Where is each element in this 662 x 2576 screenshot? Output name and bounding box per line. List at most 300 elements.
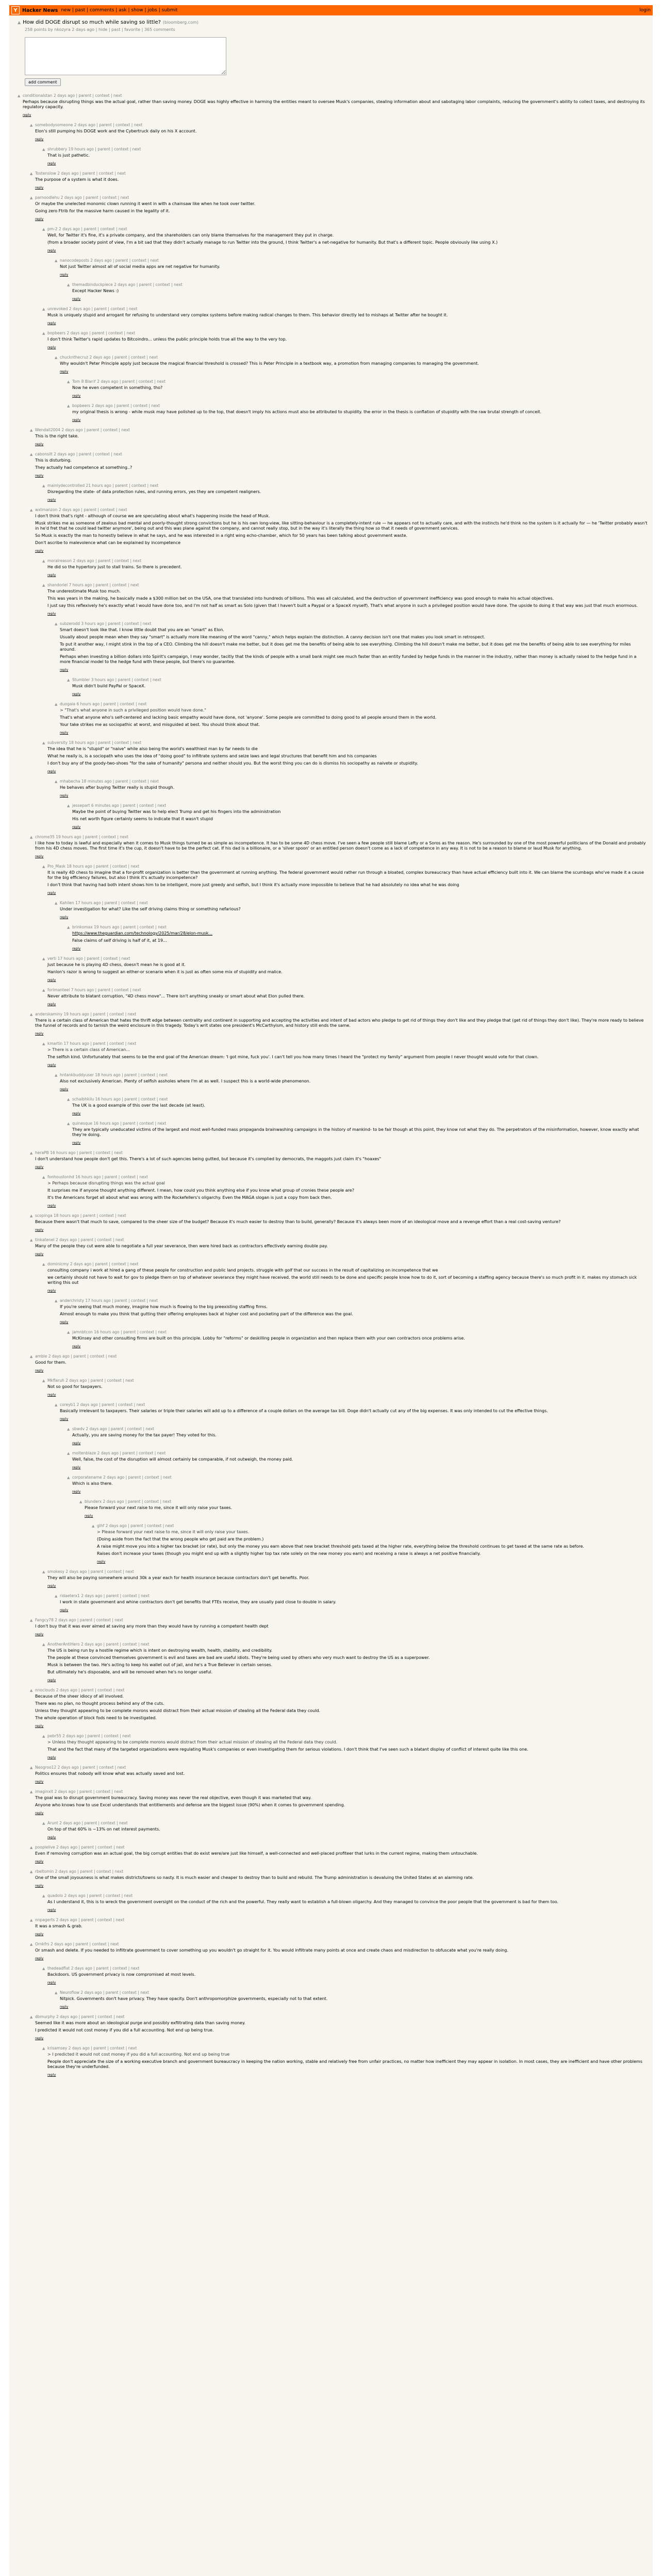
reply-link[interactable]: reply [47, 612, 56, 616]
comment-age[interactable]: 19 hours ago [56, 835, 81, 839]
comment-username[interactable]: dominicmy [47, 1262, 69, 1266]
comment-parent-link[interactable]: parent [99, 123, 112, 127]
reply-link[interactable]: reply [35, 1956, 44, 1960]
comment-parent-link[interactable]: parent [90, 1569, 104, 1574]
comment-parent-link[interactable]: parent [86, 428, 100, 432]
comment-age[interactable]: 2 days ago [114, 282, 136, 287]
comment-parent-link[interactable]: parent [105, 1990, 119, 1995]
comment-username[interactable]: cabonsilt [35, 452, 53, 456]
reply-link[interactable]: reply [47, 573, 56, 577]
comment-context-link[interactable]: context [98, 171, 113, 176]
upvote-arrow-icon[interactable]: ▲ [30, 835, 33, 839]
comment-context-link[interactable]: context [97, 1688, 112, 1692]
comment-username[interactable]: amble [35, 1354, 47, 1359]
comment-next-link[interactable]: next [130, 864, 140, 869]
upvote-arrow-icon[interactable]: ▲ [30, 2015, 33, 2019]
comment-context-link[interactable]: context [134, 677, 149, 682]
upvote-arrow-icon[interactable]: ▲ [42, 331, 45, 335]
reply-link[interactable]: reply [47, 2073, 56, 2077]
reply-link[interactable]: reply [35, 1165, 44, 1169]
comment-next-link[interactable]: next [163, 1475, 172, 1480]
comment-parent-link[interactable]: parent [114, 1298, 127, 1303]
upvote-arrow-icon[interactable]: ▲ [67, 1476, 70, 1480]
reply-link[interactable]: reply [47, 1393, 56, 1397]
comment-next-link[interactable]: next [128, 307, 138, 311]
comment-context-link[interactable]: context [99, 1765, 114, 1770]
comment-context-link[interactable]: context [144, 1475, 159, 1480]
comment-username[interactable]: mainlydecontrolled [47, 483, 85, 488]
comment-parent-link[interactable]: parent [79, 1618, 93, 1622]
comment-next-link[interactable]: next [141, 1594, 150, 1598]
comment-next-link[interactable]: next [130, 1966, 140, 1971]
comment-age[interactable]: 2 days ago [86, 1427, 107, 1431]
comment-context-link[interactable]: context [95, 1150, 110, 1155]
comment-age[interactable]: 2 days ago [97, 379, 119, 384]
upvote-arrow-icon[interactable]: ▲ [30, 123, 33, 127]
comment-username[interactable]: ridaeterx1 [60, 1594, 80, 1598]
comment-parent-link[interactable]: parent [95, 583, 109, 587]
comment-age[interactable]: 2 days ago [57, 1765, 79, 1770]
comment-age[interactable]: 2 days ago [97, 1451, 119, 1455]
reply-link[interactable]: reply [47, 1063, 56, 1067]
comment-parent-link[interactable]: parent [124, 1073, 137, 1077]
comment-context-link[interactable]: context [104, 1734, 119, 1738]
upvote-arrow-icon[interactable]: ▲ [30, 1618, 33, 1622]
comment-age[interactable]: 2 days ago [65, 1569, 87, 1574]
comment-username[interactable]: glhf [97, 1523, 105, 1528]
comment-parent-link[interactable]: parent [73, 1354, 86, 1359]
comment-age[interactable]: 17 hours ago [57, 956, 83, 961]
comment-age[interactable]: 17 hours ago [85, 1298, 111, 1303]
reply-link[interactable]: reply [60, 273, 69, 277]
comment-next-link[interactable]: next [139, 1175, 148, 1179]
comment-parent-link[interactable]: parent [103, 702, 116, 706]
reply-link[interactable]: reply [35, 137, 44, 141]
comment-age[interactable]: 2 days ago [103, 1475, 125, 1480]
reply-link[interactable]: reply [72, 825, 81, 829]
reply-link[interactable]: reply [35, 442, 44, 446]
comment-context-link[interactable]: context [109, 1041, 124, 1046]
comment-parent-link[interactable]: parent [78, 452, 92, 456]
comment-parent-link[interactable]: parent [130, 1523, 143, 1528]
comment-parent-link[interactable]: parent [124, 1097, 137, 1101]
upvote-arrow-icon[interactable]: ▲ [67, 804, 70, 808]
reply-link[interactable]: reply [35, 1632, 44, 1636]
comment-context-link[interactable]: context [114, 558, 129, 563]
upvote-arrow-icon[interactable]: ▲ [42, 741, 45, 745]
reply-link[interactable]: reply [47, 345, 56, 349]
comment-age[interactable]: 2 days ago [74, 123, 95, 127]
upvote-arrow-icon[interactable]: ▲ [30, 1918, 33, 1922]
comment-context-link[interactable]: context [139, 1451, 154, 1455]
upvote-arrow-icon[interactable]: ▲ [67, 283, 70, 287]
comment-next-link[interactable]: next [115, 1688, 125, 1692]
comment-context-link[interactable]: context [95, 1789, 111, 1794]
comment-age[interactable]: 2 days ago [80, 1990, 102, 1995]
comment-age[interactable]: 2 days ago [80, 1642, 103, 1647]
comment-next-link[interactable]: next [157, 803, 167, 808]
comment-parent-link[interactable]: parent [84, 1821, 97, 1825]
comment-context-link[interactable]: context [130, 1298, 146, 1303]
comment-context-link[interactable]: context [114, 988, 129, 992]
comment-context-link[interactable]: context [112, 1966, 127, 1971]
upvote-arrow-icon[interactable]: ▲ [30, 1354, 33, 1359]
comment-parent-link[interactable]: parent [80, 1238, 94, 1242]
upvote-arrow-icon[interactable]: ▲ [30, 1214, 33, 1218]
comment-next-link[interactable]: next [133, 988, 141, 992]
nav-comments[interactable]: comments [89, 8, 114, 13]
nav-jobs[interactable]: jobs [147, 8, 157, 13]
upvote-arrow-icon[interactable]: ▲ [30, 1942, 33, 1946]
comment-context-link[interactable]: context [140, 1073, 156, 1077]
comment-username[interactable]: sbwdv [72, 1427, 85, 1431]
comment-parent-link[interactable]: parent [97, 988, 111, 992]
comment-context-link[interactable]: context [105, 1893, 121, 1898]
comment-parent-link[interactable]: parent [123, 1121, 136, 1126]
comment-next-link[interactable]: next [158, 925, 167, 929]
upvote-arrow-icon[interactable]: ▲ [30, 1151, 33, 1155]
comment-context-link[interactable]: context [99, 1213, 114, 1218]
comment-context-link[interactable]: context [100, 507, 115, 512]
comment-context-link[interactable]: context [97, 1238, 112, 1242]
comment-username[interactable]: Neogroo12 [35, 1765, 57, 1770]
upvote-arrow-icon[interactable]: ▲ [30, 196, 33, 200]
upvote-arrow-icon[interactable]: ▲ [92, 1524, 95, 1528]
comment-context-link[interactable]: context [127, 1427, 142, 1431]
comment-username[interactable]: duogaia [60, 702, 76, 706]
comment-parent-link[interactable]: parent [97, 558, 111, 563]
comment-age[interactable]: 2 days ago [56, 1688, 77, 1692]
reply-link[interactable]: reply [60, 915, 69, 919]
comment-parent-link[interactable]: parent [93, 2046, 106, 2050]
comment-age[interactable]: 2 days ago [71, 1966, 92, 1971]
comment-parent-link[interactable]: parent [139, 282, 152, 287]
reply-link[interactable]: reply [35, 2036, 44, 2040]
reply-link[interactable]: reply [35, 1780, 44, 1784]
comment-parent-link[interactable]: parent [79, 1150, 92, 1155]
upvote-arrow-icon[interactable]: ▲ [42, 1042, 45, 1046]
upvote-arrow-icon[interactable]: ▲ [42, 583, 45, 587]
reply-link[interactable]: reply [47, 1002, 56, 1006]
comment-next-link[interactable]: next [133, 740, 142, 745]
reply-link[interactable]: reply [60, 1320, 69, 1324]
comment-context-link[interactable]: context [130, 355, 146, 360]
story-title-link[interactable]: How did DOGE disrupt so much while saving so little? [23, 20, 161, 25]
comment-next-link[interactable]: next [157, 1451, 166, 1455]
comment-parent-link[interactable]: parent [95, 1262, 108, 1266]
upvote-arrow-icon[interactable]: ▲ [55, 702, 58, 706]
comment-next-link[interactable]: next [114, 1789, 123, 1794]
comment-parent-link[interactable]: parent [97, 147, 110, 151]
comment-next-link[interactable]: next [127, 1041, 137, 1046]
comment-username[interactable]: nnpagerts [35, 1918, 55, 1922]
comment-context-link[interactable]: context [131, 779, 146, 784]
comment-context-link[interactable]: context [139, 1330, 155, 1334]
upvote-arrow-icon[interactable]: ▲ [67, 1330, 70, 1334]
comment-username[interactable]: coreyb1 [60, 1402, 76, 1407]
comment-username[interactable]: Fangcy78 [35, 1618, 54, 1622]
upvote-arrow-icon[interactable]: ▲ [55, 1073, 58, 1077]
reply-link[interactable]: reply [35, 1368, 44, 1372]
comment-context-link[interactable]: context [96, 1869, 111, 1874]
comment-context-link[interactable]: context [124, 621, 139, 626]
comment-context-link[interactable]: context [133, 403, 148, 408]
comment-next-link[interactable]: next [118, 1213, 126, 1218]
upvote-arrow-icon[interactable]: ▲ [42, 1967, 45, 1971]
reply-link[interactable]: reply [72, 1141, 81, 1145]
reply-link[interactable]: reply [47, 321, 56, 325]
comment-age[interactable]: 2 days ago [56, 2014, 78, 2019]
comment-next-link[interactable]: next [120, 195, 129, 200]
comment-age[interactable]: 2 days ago [55, 1618, 76, 1622]
nav-new[interactable]: new [61, 8, 71, 13]
comment-parent-link[interactable]: parent [116, 403, 129, 408]
comment-username[interactable]: mhabecha [60, 779, 80, 784]
upvote-arrow-icon[interactable]: ▲ [55, 259, 58, 263]
comment-age[interactable]: 18 hours ago [69, 740, 94, 745]
comment-context-link[interactable]: context [122, 1642, 137, 1647]
upvote-arrow-icon[interactable]: ▲ [55, 901, 58, 905]
comment-age[interactable]: 2 days ago [56, 1845, 78, 1850]
comment-next-link[interactable]: next [118, 227, 127, 231]
comment-username[interactable]: pooplelive [35, 1845, 55, 1850]
upvote-arrow-icon[interactable]: ▲ [30, 1238, 33, 1242]
comment-context-link[interactable]: context [115, 123, 130, 127]
reply-link[interactable]: reply [35, 473, 44, 478]
comment-username[interactable]: schaibhkilu [72, 1097, 94, 1101]
comment-username[interactable]: moralreason [47, 558, 72, 563]
upvote-arrow-icon[interactable]: ▲ [30, 428, 33, 432]
comment-context-link[interactable]: context [97, 1845, 112, 1850]
comment-age[interactable]: 2 days ago [81, 1594, 103, 1598]
comment-age[interactable]: 18 minutes ago [81, 779, 112, 784]
reply-link[interactable]: reply [47, 769, 56, 773]
upvote-arrow-icon[interactable]: ▲ [30, 172, 33, 176]
reply-link[interactable]: reply [47, 1204, 56, 1208]
comment-username[interactable]: moltenblaze [72, 1451, 96, 1455]
reply-link[interactable]: reply [60, 731, 69, 735]
upvote-arrow-icon[interactable]: ▲ [30, 1012, 33, 1016]
comment-username[interactable]: fonhoustonhd [47, 1175, 74, 1179]
hn-logo[interactable]: Y [11, 6, 20, 14]
comment-context-link[interactable]: context [100, 227, 115, 231]
reply-link[interactable]: reply [47, 161, 56, 165]
reply-link[interactable]: reply [47, 1835, 56, 1839]
comment-next-link[interactable]: next [121, 428, 130, 432]
upvote-arrow-icon[interactable]: ▲ [67, 1451, 70, 1455]
comment-username[interactable]: krisamsey [47, 2046, 68, 2050]
comment-parent-link[interactable]: parent [94, 307, 107, 311]
comment-age[interactable]: 21 hours ago [86, 483, 111, 488]
comment-parent-link[interactable]: parent [106, 1594, 119, 1598]
comment-next-link[interactable]: next [128, 2046, 137, 2050]
comment-username[interactable]: forimanteel [47, 988, 70, 992]
comment-next-link[interactable]: next [124, 1893, 133, 1898]
comment-age[interactable]: 2 days ago [53, 93, 75, 98]
comment-context-link[interactable]: context [101, 1821, 115, 1825]
reply-link[interactable]: reply [72, 1465, 81, 1469]
comment-next-link[interactable]: next [150, 258, 159, 263]
comment-next-link[interactable]: next [149, 355, 158, 360]
reply-link[interactable]: reply [72, 1344, 81, 1348]
upvote-arrow-icon[interactable]: ▲ [67, 1427, 70, 1431]
upvote-arrow-icon[interactable]: ▲ [42, 865, 45, 869]
comment-username[interactable]: chucknthecruz [60, 355, 89, 360]
comment-next-link[interactable]: next [134, 123, 143, 127]
comment-context-link[interactable]: context [103, 956, 118, 961]
upvote-arrow-icon[interactable]: ▲ [42, 988, 45, 992]
comment-parent-link[interactable]: parent [78, 93, 92, 98]
upvote-arrow-icon[interactable]: ▲ [42, 2046, 45, 2050]
upvote-arrow-icon[interactable]: ▲ [42, 559, 45, 563]
comment-parent-link[interactable]: parent [90, 1378, 104, 1383]
comment-age[interactable]: 7 hours ago [69, 583, 92, 587]
comment-context-link[interactable]: context [121, 1175, 136, 1179]
comment-age[interactable]: 19 hours ago [68, 147, 94, 151]
comment-textarea[interactable] [25, 37, 226, 75]
comment-context-link[interactable]: context [121, 901, 136, 905]
upvote-arrow-icon[interactable]: ▲ [18, 20, 21, 25]
comment-parent-link[interactable]: parent [81, 1918, 94, 1922]
comment-username[interactable]: rbeltomin [35, 1869, 54, 1874]
comment-context-link[interactable]: context [101, 835, 117, 839]
comment-age[interactable]: 2 days ago [91, 403, 113, 408]
comment-next-link[interactable]: next [138, 702, 147, 706]
comment-context-link[interactable]: context [112, 864, 127, 869]
comment-context-link[interactable]: context [102, 195, 117, 200]
comment-username[interactable]: blunderx [85, 1499, 102, 1504]
comment-age[interactable]: 6 hours ago [76, 702, 100, 706]
upvote-arrow-icon[interactable]: ▲ [30, 1870, 33, 1874]
comment-parent-link[interactable]: parent [93, 1041, 106, 1046]
upvote-arrow-icon[interactable]: ▲ [18, 94, 21, 98]
comment-age[interactable]: 17 hours ago [63, 1041, 89, 1046]
comment-context-link[interactable]: context [96, 1618, 111, 1622]
comment-paragraph[interactable]: https://www.theguardian.com/technology/2025/mar/28/elon-musk... [72, 931, 213, 936]
comment-next-link[interactable]: next [142, 621, 152, 626]
upvote-arrow-icon[interactable]: ▲ [42, 1262, 45, 1266]
comment-username[interactable]: Mkflaruh [47, 1378, 64, 1383]
comment-age[interactable]: 2 days ago [70, 1262, 92, 1266]
comment-username[interactable]: kmartin [47, 1041, 63, 1046]
comment-context-link[interactable]: context [92, 1942, 107, 1946]
upvote-arrow-icon[interactable]: ▲ [30, 1790, 33, 1794]
comment-parent-link[interactable]: parent [104, 1175, 118, 1179]
comment-next-link[interactable]: next [162, 1499, 172, 1504]
upvote-arrow-icon[interactable]: ▲ [67, 678, 70, 682]
comment-next-link[interactable]: next [117, 171, 126, 176]
comment-username[interactable]: brinkomax [72, 925, 93, 929]
comment-username[interactable]: pebr55 [47, 1734, 61, 1738]
comment-parent-link[interactable]: parent [127, 1499, 141, 1504]
comment-parent-link[interactable]: parent [87, 956, 100, 961]
comment-parent-link[interactable]: parent [84, 507, 96, 512]
comment-username[interactable]: anderskaminy [35, 1012, 63, 1016]
reply-link[interactable]: reply [47, 1908, 56, 1912]
comment-age[interactable]: 16 hours ago [75, 1175, 101, 1179]
comment-context-link[interactable]: context [111, 1262, 126, 1266]
reply-link[interactable]: reply [85, 1514, 93, 1518]
comment-next-link[interactable]: next [145, 1427, 154, 1431]
upvote-arrow-icon[interactable]: ▲ [55, 1299, 58, 1303]
comment-next-link[interactable]: next [126, 331, 136, 335]
reply-link[interactable]: reply [35, 854, 44, 858]
comment-next-link[interactable]: next [122, 1734, 131, 1738]
comment-username[interactable]: hntankbuddyuser [60, 1073, 94, 1077]
comment-username[interactable]: jessepart [72, 803, 90, 808]
comment-parent-link[interactable]: parent [118, 677, 131, 682]
comment-context-link[interactable]: context [97, 1918, 112, 1922]
comment-age[interactable]: 2 days ago [68, 2046, 90, 2050]
reply-link[interactable]: reply [72, 692, 81, 696]
comment-parent-link[interactable]: parent [102, 1402, 114, 1407]
comment-username[interactable]: shandoriel [47, 583, 68, 587]
upvote-arrow-icon[interactable]: ▲ [42, 307, 45, 311]
comment-username[interactable]: somebodysomeone [35, 123, 73, 127]
reply-link[interactable]: reply [60, 369, 69, 374]
comment-username[interactable]: Pro_Mask [47, 864, 65, 869]
reply-link[interactable]: reply [47, 1289, 56, 1293]
comment-parent-link[interactable]: parent [110, 1427, 124, 1431]
comment-age[interactable]: 2 days ago [54, 452, 75, 456]
comment-next-link[interactable]: next [125, 1378, 134, 1383]
comment-next-link[interactable]: next [151, 403, 160, 408]
nav-ask[interactable]: ask [119, 8, 127, 13]
comment-age[interactable]: 6 minutes ago [91, 803, 119, 808]
reply-link[interactable]: reply [60, 1087, 69, 1091]
comment-next-link[interactable]: next [157, 1121, 167, 1126]
reply-link[interactable]: reply [23, 113, 31, 117]
comment-parent-link[interactable]: parent [114, 355, 127, 360]
upvote-arrow-icon[interactable]: ▲ [55, 355, 58, 360]
comment-next-link[interactable]: next [159, 1097, 168, 1101]
comment-context-link[interactable]: context [114, 740, 129, 745]
comment-parent-link[interactable]: parent [108, 621, 121, 626]
site-name-link[interactable]: Hacker News [22, 7, 58, 13]
comment-context-link[interactable]: context [138, 379, 153, 384]
comment-username[interactable]: corporatename [72, 1475, 102, 1480]
comment-parent-link[interactable]: parent [128, 1475, 141, 1480]
comment-parent-link[interactable]: parent [87, 1734, 101, 1738]
upvote-arrow-icon[interactable]: ▲ [55, 1991, 58, 1995]
comment-next-link[interactable]: next [153, 677, 161, 682]
comment-username[interactable]: quinesque [72, 1121, 93, 1126]
comment-next-link[interactable]: next [115, 1238, 124, 1242]
upvote-arrow-icon[interactable]: ▲ [30, 1688, 33, 1692]
comment-username[interactable]: wxtmanzon [35, 507, 58, 512]
comment-parent-link[interactable]: parent [123, 1330, 136, 1334]
comment-age[interactable]: 2 days ago [56, 1918, 77, 1922]
comment-next-link[interactable]: next [115, 2014, 125, 2019]
comment-username[interactable]: pm-2 [47, 227, 58, 231]
comment-next-link[interactable]: next [114, 1150, 123, 1155]
comment-username[interactable]: unrevoked [47, 307, 68, 311]
comment-username[interactable]: bopbeers [47, 331, 66, 335]
comment-username[interactable]: quadolo [47, 1893, 63, 1898]
comment-context-link[interactable]: context [107, 1569, 122, 1574]
comment-age[interactable]: 2 days ago [67, 331, 88, 335]
comment-next-link[interactable]: next [132, 147, 141, 151]
reply-link[interactable]: reply [72, 1489, 81, 1494]
login-link[interactable]: login [639, 8, 651, 13]
comment-next-link[interactable]: next [113, 452, 122, 456]
comment-next-link[interactable]: next [118, 507, 127, 512]
comment-age[interactable]: 19 hours ago [63, 1012, 89, 1016]
comment-parent-link[interactable]: parent [123, 925, 136, 929]
comment-age[interactable]: 2 days ago [64, 1893, 86, 1898]
comment-age[interactable]: 3 hours ago [81, 621, 104, 626]
reply-link[interactable]: reply [35, 1724, 44, 1728]
